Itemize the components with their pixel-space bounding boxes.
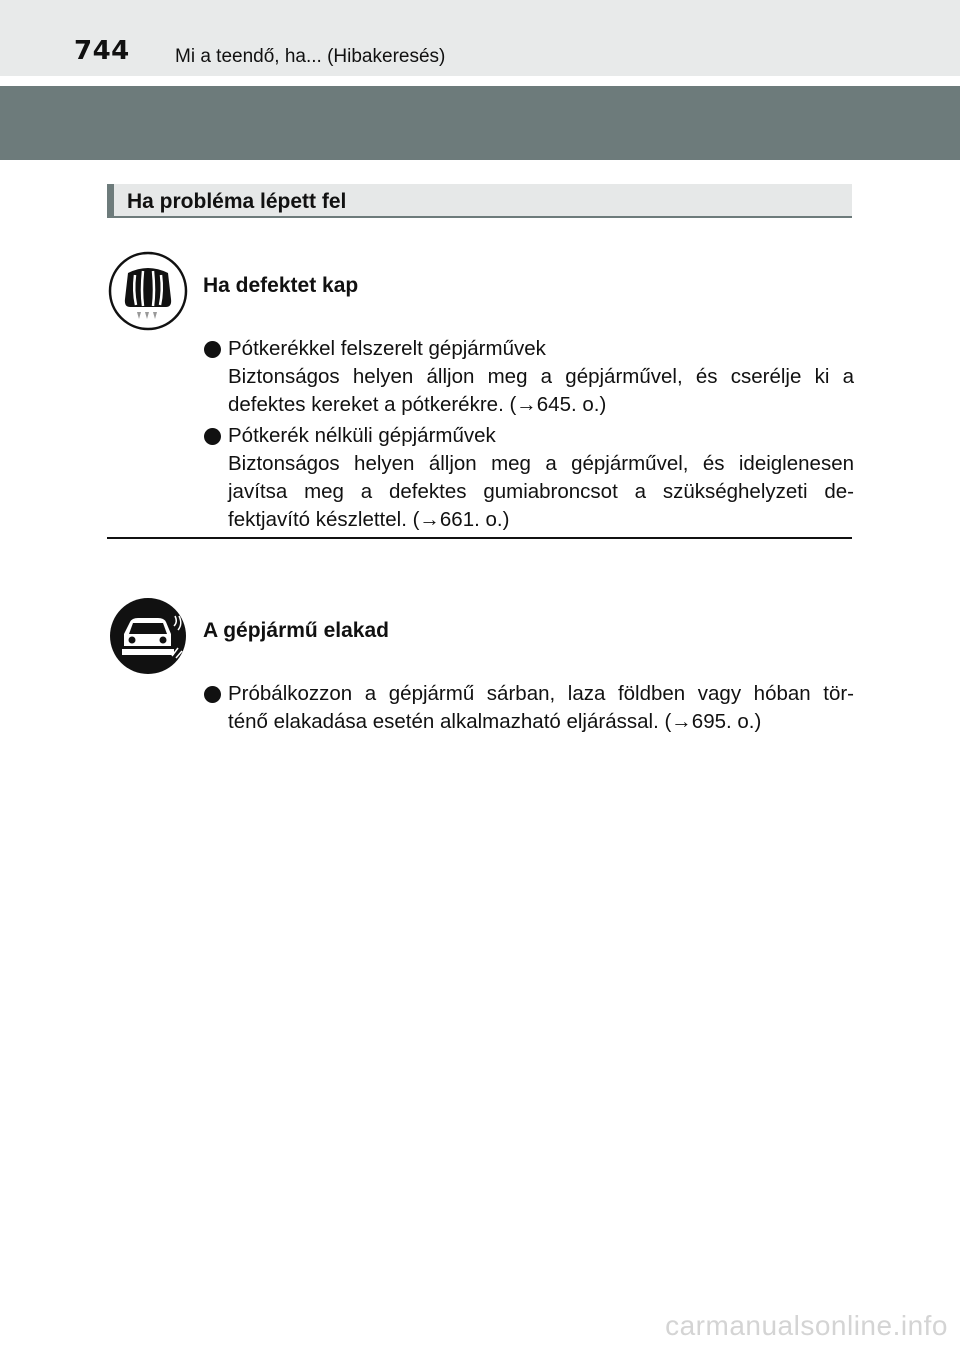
watermark: carmanualsonline.info [665,1310,948,1341]
divider [107,537,852,539]
section-heading [107,184,852,218]
bullet-dot [204,686,221,703]
list-item [204,335,854,419]
list-item [204,422,854,534]
flat-tire-heading: Ha defektet kap [203,274,359,297]
chapter-band [0,86,960,160]
stuck-car-icon [108,596,188,676]
bullet-title: Pótkerékkel felszerelt gépjárművek [228,337,546,360]
list-item [204,680,854,736]
section-title: Ha probléma lépett fel [127,190,347,213]
bullet-dot [204,428,221,445]
section-heading-accent [107,184,114,216]
stuck-vehicle-heading: A gépjármű elakad [203,619,389,642]
bullet-text-line: defektes kereket a pótkerékre. (→645. o.) [228,393,607,416]
bullet-dot [204,341,221,358]
page-number: 744 [74,36,130,66]
bullet-text-line: javítsa meg a defektes gumiabroncsot a szükséghelyzeti de- [228,480,854,503]
bullet-text-line: Biztonságos helyen álljon meg a gépjárművel, és ideiglenesen [228,452,854,475]
bullet-text-line: Próbálkozzon a gépjármű sárban, laza földben vagy hóban tör- [228,682,854,705]
bullet-text-line: ténő elakadása esetén alkalmazható eljárással. (→695. o.) [228,710,762,733]
chapter-title: Mi a teendő, ha... (Hibakeresés) [175,46,446,67]
bullet-text-line: Biztonságos helyen álljon meg a gépjárművel, és cserélje ki a [228,365,854,388]
bullet-title: Pótkerék nélküli gépjárművek [228,424,496,447]
flat-tire-icon [108,251,188,331]
bullet-text-line: fektjavító készlettel. (→661. o.) [228,508,510,531]
header-bar [0,0,960,76]
